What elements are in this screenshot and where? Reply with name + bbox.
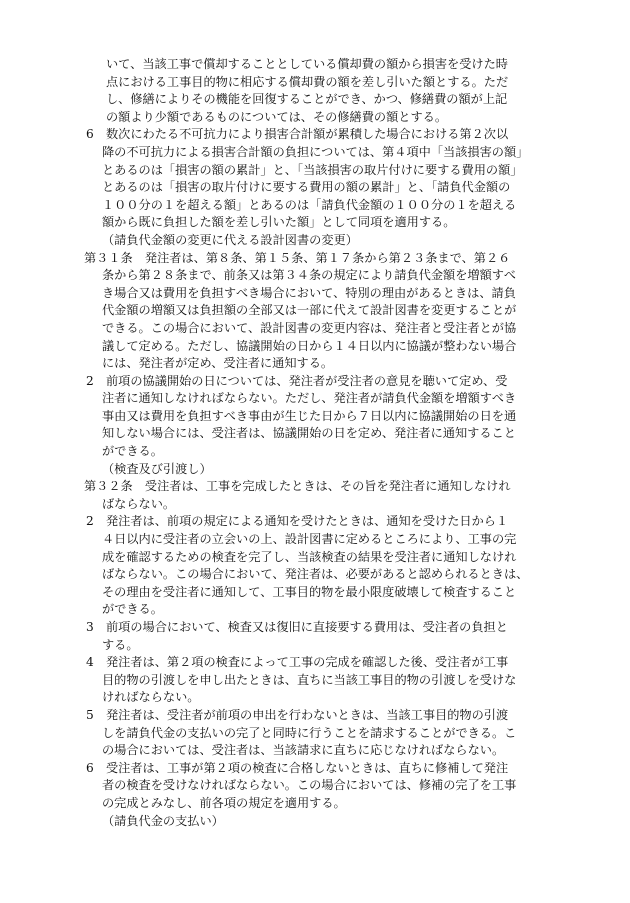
text-line: 4 発注者は、第２項の検査によって工事の完成を確認した後、受注者が工事	[86, 655, 509, 670]
text-line: ばならない。	[102, 496, 176, 511]
section-heading: （検査及び引渡し）	[102, 461, 212, 476]
text-line: 条から第２８条まで、前条又は第３４条の規定により請負代金額を増額すべ	[102, 268, 516, 283]
text-line: 2 前項の協議開始の日については、発注者が受注者の意見を聴いて定め、受	[86, 373, 508, 388]
text-line: ばならない。この場合において、発注者は、必要があると認められるときは、	[102, 567, 529, 582]
text-line: 6 数次にわたる不可抗力により損害合計額が累積した場合における第２次以	[86, 127, 509, 142]
text-line: 注者に通知しなければならない。ただし、発注者が請負代金額を増額すべき	[102, 391, 517, 406]
text-line: の完成とみなし、前各項の規定を適用する。	[102, 795, 346, 810]
text-line: 6 受注者は、工事が第２項の検査に合格しないときは、直ちに修補して発注	[86, 760, 509, 775]
text-line: 者の検査を受けなければならない。この場合においては、修補の完了を工事	[102, 778, 517, 793]
text-line: とあるのは「損害の取片付けに要する費用の額の累計」と、「請負代金額の	[102, 180, 511, 195]
text-line: 5 発注者は、受注者が前項の申出を行わないときは、当該工事目的物の引渡	[86, 707, 509, 722]
section-heading: （請負代金額の変更に代える設計図書の変更）	[102, 232, 358, 247]
text-line: 3 前項の場合において、検査又は復旧に直接要する費用は、受注者の負担と	[86, 620, 508, 634]
text-line: ができる。	[102, 444, 163, 459]
text-line: 第３２条 受注者は、工事を完成したときは、その旨を発注者に通知しなけれ	[84, 479, 511, 494]
document-body	[84, 56, 554, 830]
text-line: 2 発注者は、前項の規定による通知を受けたときは、通知を受けた日から１	[86, 514, 509, 529]
text-line: 事由又は費用を負担すべき事由が生じた日から７日以内に協議開始の日を通	[102, 408, 517, 423]
text-line: の額より少額であるものについては、その修繕費の額とする。	[106, 109, 448, 124]
text-line: き場合又は費用を負担すべき場合において、特別の理由があるときは、請負	[102, 285, 516, 300]
text-line: ければならない。	[102, 690, 200, 705]
text-line: 知しない場合には、受注者は、協議開始の日を定め、発注者に通知すること	[102, 426, 516, 441]
text-line: できる。この場合において、設計図書の変更内容は、発注者と受注者とが協	[102, 320, 517, 335]
text-line: し、修繕によりその機能を回復することができ、かつ、修繕費の額が上記	[106, 92, 508, 107]
text-line: 成を確認するための検査を完了し、当該検査の結果を受注者に通知しなけれ	[102, 549, 517, 564]
text-line: １００分の１を超える額」とあるのは「請負代金額の１００分の１を超える	[102, 197, 517, 212]
text-line: の場合においては、受注者は、当該請求に直ちに応じなければならない。	[102, 743, 505, 758]
text-line: 議して定める。ただし、協議開始の日から１４日以内に協議が整わない場合	[102, 338, 517, 353]
text-line: 降の不可抗力による損害合計額の負担については、第４項中「当該損害の額」	[102, 144, 529, 159]
text-line: 第３１条 発注者は、第８条、第１５条、第１７条から第２３条まで、第２６	[84, 250, 511, 265]
section-heading: （請負代金の支払い）	[102, 813, 224, 828]
text-line: とあるのは「損害の額の累計」と、「当該損害の取片付けに要する費用の額」	[102, 162, 523, 177]
text-line: 代金額の増額又は負担額の全部又は一部に代えて設計図書を変更することが	[102, 303, 517, 318]
text-line: には、発注者が定め、受注者に通知する。	[102, 356, 334, 371]
text-line: しを請負代金の支払いの完了と同時に行うことを請求することができる。こ	[102, 725, 517, 740]
text-line: 目的物の引渡しを申し出たときは、直ちに当該工事目的物の引渡しを受けな	[102, 672, 517, 687]
text-line: 点における工事目的物に相応する償却費の額を差し引いた額とする。ただ	[106, 74, 509, 89]
text-line: いて、当該工事で償却することとしている償却費の額から損害を受けた時	[106, 57, 508, 71]
text-line: する。	[102, 637, 139, 652]
text-line: 額から既に負担した額を差し引いた額」として同項を適用する。	[102, 215, 456, 230]
text-line: その理由を受注者に通知して、工事目的物を最小限度破壊して検査すること	[102, 584, 517, 599]
text-line: ができる。	[102, 602, 163, 617]
text-line: ４日以内に受注者の立会いの上、設計図書に定めるところにより、工事の完	[102, 532, 517, 547]
